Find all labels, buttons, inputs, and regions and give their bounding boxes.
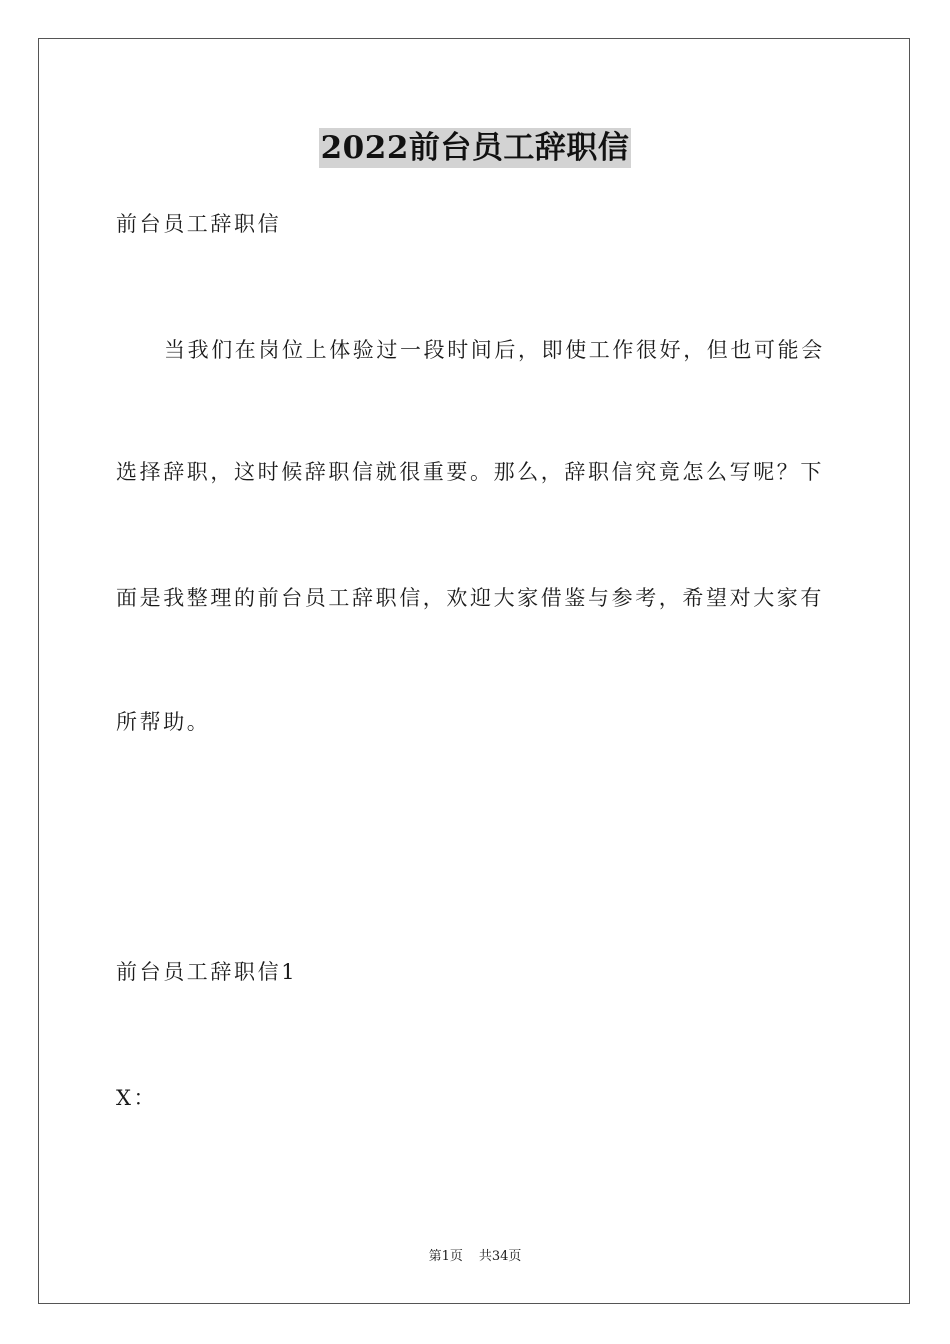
- page-number: 第1页: [428, 1249, 463, 1264]
- intro-paragraph-line-4: 所帮助。: [116, 710, 211, 734]
- intro-paragraph-line-3: 面是我整理的前台员工辞职信，欢迎大家借鉴与参考，希望对大家有: [116, 586, 824, 610]
- document-title: 2022前台员工辞职信: [320, 130, 630, 166]
- section-heading: 前台员工辞职信1: [116, 960, 298, 984]
- title-container: [0, 128, 950, 168]
- intro-paragraph-line-2: 选择辞职，这时候辞职信就很重要。那么，辞职信究竟怎么写呢？下: [116, 460, 824, 484]
- page-total: 共34页: [478, 1249, 522, 1264]
- salutation: X：: [116, 1086, 158, 1110]
- document-subtitle: 前台员工辞职信: [116, 212, 282, 236]
- page-footer: [0, 1248, 950, 1266]
- intro-paragraph-line-1: 当我们在岗位上体验过一段时间后，即使工作很好，但也可能会: [164, 338, 825, 362]
